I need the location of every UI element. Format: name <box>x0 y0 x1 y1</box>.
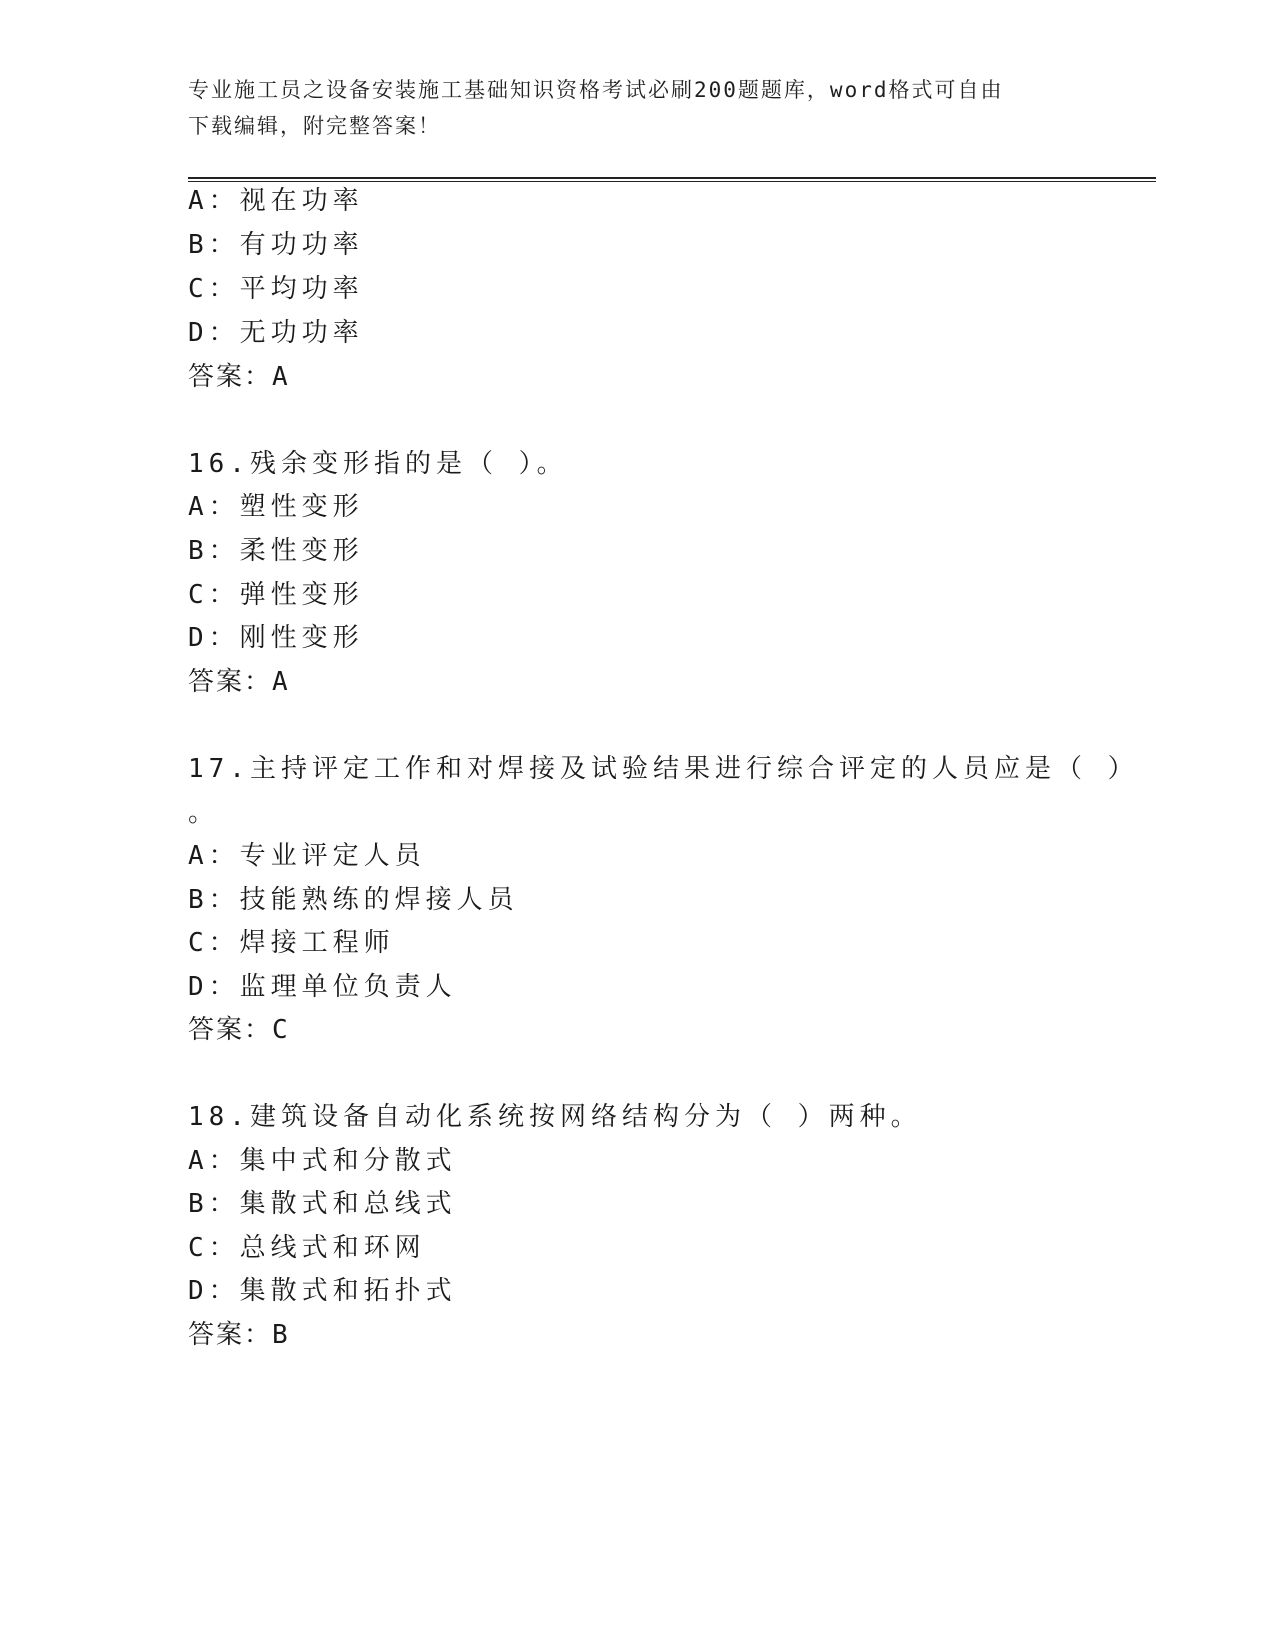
q17-answer <box>188 1015 290 1045</box>
q16-option-b: B：柔性变形 <box>188 536 364 566</box>
q17-answer-value: C <box>272 1015 290 1045</box>
q15-option-b: B：有功功率 <box>188 230 364 260</box>
q15-answer-label: 答案： <box>188 362 273 392</box>
q17-option-d: D：监理单位负责人 <box>188 972 457 1002</box>
header-line-2: 下载编辑，附完整答案！ <box>188 114 441 138</box>
q15-answer-value: A <box>272 362 290 392</box>
q18-stem: 18.建筑设备自动化系统按网络结构分为（ ）两种。 <box>188 1102 922 1132</box>
q18-option-a: A：集中式和分散式 <box>188 1146 457 1176</box>
document-header <box>188 72 1068 144</box>
q16-stem: 16.残余变形指的是（ ）。 <box>188 449 568 479</box>
q18-option-c: C：总线式和环网 <box>188 1233 426 1263</box>
header-line-1: 专业施工员之设备安装施工基础知识资格考试必刷200题题库，word格式可自由 <box>188 78 1004 102</box>
q18-answer-label: 答案： <box>188 1320 273 1350</box>
q16-answer-label: 答案： <box>188 667 273 697</box>
q18-answer <box>188 1320 290 1350</box>
q16-option-c: C：弹性变形 <box>188 580 364 610</box>
q15-option-d: D：无功功率 <box>188 318 364 348</box>
q15-option-a: A：视在功率 <box>188 186 364 216</box>
q17-option-c: C：焊接工程师 <box>188 928 395 958</box>
q16-answer <box>188 667 290 697</box>
q17-stem-line-1: 17.主持评定工作和对焊接及试验结果进行综合评定的人员应是（ ） <box>188 754 1139 784</box>
q17-stem-line-2: 。 <box>188 798 220 828</box>
q17-option-a: A：专业评定人员 <box>188 841 426 871</box>
q16-answer-value: A <box>272 667 290 697</box>
q18-option-d: D：集散式和拓扑式 <box>188 1276 457 1306</box>
q16-option-d: D：刚性变形 <box>188 623 364 653</box>
q15-answer <box>188 362 290 392</box>
q17-option-b: B：技能熟练的焊接人员 <box>188 885 519 915</box>
q17-answer-label: 答案： <box>188 1015 273 1045</box>
header-divider <box>188 177 1156 182</box>
q18-option-b: B：集散式和总线式 <box>188 1189 457 1219</box>
q18-answer-value: B <box>272 1320 290 1350</box>
q16-option-a: A：塑性变形 <box>188 492 364 522</box>
q15-option-c: C：平均功率 <box>188 274 364 304</box>
